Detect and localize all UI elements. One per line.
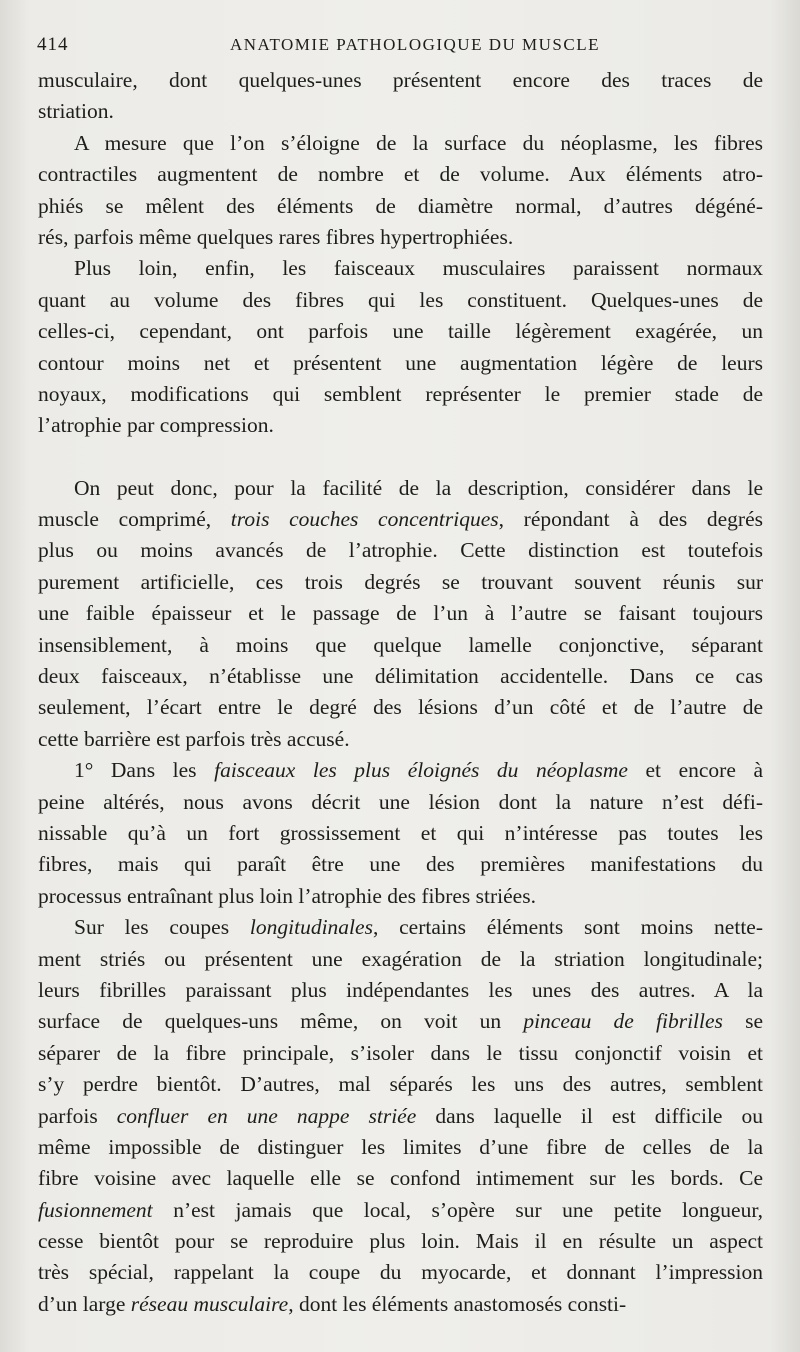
text-line (38, 65, 763, 96)
text-line (38, 253, 763, 284)
italic-phrase: réseau musculaire (130, 1291, 289, 1316)
text-line (38, 285, 763, 316)
text-line (38, 661, 763, 692)
text-line (38, 1132, 763, 1163)
text-run: contractiles augmentent de nombre et de volume. Aux éléments atro- (38, 162, 763, 187)
paragraph (38, 912, 763, 1320)
paragraph (38, 128, 763, 254)
text-run: rés, parfois même quelques rares fibres hypertrophiées. (38, 224, 514, 249)
text-run: leurs fibrilles paraissant plus indépendantes les unes des autres. A la (38, 977, 763, 1002)
text-run: , répondant à des degrés (498, 507, 763, 532)
text-run: s’y perdre bientôt. D’autres, mal séparés les uns des autres, semblent (38, 1072, 763, 1097)
text-line (38, 1195, 763, 1226)
italic-phrase: pinceau de fibrilles (523, 1009, 723, 1034)
text-run: d’un large (38, 1291, 131, 1316)
text-run: quant au volume des fibres qui les constituent. Quelques-unes de (38, 287, 763, 312)
text-run: A mesure que l’on s’éloigne de la surface du néoplasme, les fibres (74, 130, 763, 155)
text-run: fibres, mais qui paraît être une des premières manifestations du (38, 852, 763, 877)
paragraph (38, 755, 763, 912)
text-line (38, 881, 763, 912)
text-run: , certains éléments sont moins nette- (372, 915, 763, 940)
text-line (38, 504, 763, 535)
text-line (38, 1289, 763, 1320)
text-run: ment striés ou présentent une exagération de la striation longitudinale; (38, 946, 763, 971)
text-line (38, 1163, 763, 1194)
text-run: cesse bientôt pour se reproduire plus loin. Mais il en résulte un aspect (38, 1229, 763, 1254)
text-run: cette barrière est parfois très accusé. (38, 726, 350, 751)
text-run: purement artificielle, ces trois degrés se trouvant souvent réunis sur (38, 569, 763, 594)
text-run: se (722, 1009, 763, 1034)
text-line (38, 724, 763, 755)
text-run: contour moins net et présentent une augmentation légère de leurs (38, 350, 763, 375)
text-run: seulement, l’écart entre le degré des lésions d’un côté et de l’autre de (38, 695, 763, 720)
text-line (38, 818, 763, 849)
text-line (38, 348, 763, 379)
paragraph (38, 473, 763, 756)
text-line (38, 473, 763, 504)
text-run: Plus loin, enfin, les faisceaux musculaires paraissent normaux (74, 256, 763, 281)
paragraph-gap (38, 442, 763, 473)
text-line (38, 191, 763, 222)
page-number: 414 (37, 34, 69, 55)
text-run: et encore à (627, 758, 763, 783)
italic-phrase: fusionnement (38, 1197, 153, 1222)
paragraph (38, 253, 763, 441)
text-run: insensiblement, à moins que quelque lamelle conjonctive, séparant (38, 632, 763, 657)
text-line (38, 630, 763, 661)
text-run: 1° Dans les (74, 758, 215, 783)
text-run: parfois (38, 1103, 117, 1128)
text-run: phiés se mêlent des éléments de diamètre normal, d’autres dégéné- (38, 193, 763, 218)
text-run: Sur les coupes (74, 915, 250, 940)
text-line (38, 1038, 763, 1069)
text-line (38, 1006, 763, 1037)
text-run: nissable qu’à un fort grossissement et qui n’intéresse pas toutes les (38, 820, 763, 845)
text-line (38, 849, 763, 880)
text-run: striation. (38, 99, 114, 124)
text-run: surface de quelques-uns même, on voit un (38, 1009, 524, 1034)
text-line (38, 567, 763, 598)
text-run: fibre voisine avec laquelle elle se confond intimement sur les bords. Ce (38, 1166, 763, 1191)
text-line (38, 159, 763, 190)
paragraph (38, 65, 763, 128)
italic-phrase: faisceaux les plus éloignés du néoplasme (214, 758, 628, 783)
text-run: dans laquelle il est difficile ou (416, 1103, 763, 1128)
text-run: processus entraînant plus loin l’atrophie des fibres striées. (38, 883, 536, 908)
text-line (38, 1257, 763, 1288)
text-line (38, 535, 763, 566)
text-line (38, 692, 763, 723)
text-line (38, 787, 763, 818)
text-run: plus ou moins avancés de l’atrophie. Cette distinction est toutefois (38, 538, 763, 563)
text-run: celles-ci, cependant, ont parfois une taille légèrement exagérée, un (38, 319, 763, 344)
text-line (38, 316, 763, 347)
running-head: ANATOMIE PATHOLOGIQUE DU MUSCLE (230, 35, 600, 54)
text-line (38, 944, 763, 975)
italic-phrase: trois couches concentriques (230, 507, 499, 532)
text-run: , dont les éléments anastomosés consti- (288, 1291, 627, 1316)
text-run: même impossible de distinguer les limites d’une fibre de celles de la (38, 1134, 763, 1159)
text-line (38, 222, 763, 253)
text-run: musculaire, dont quelques-unes présentent encore des traces de (38, 68, 763, 92)
body-text (38, 65, 763, 1320)
text-line (38, 128, 763, 159)
text-run: l’atrophie par compression. (38, 413, 274, 438)
text-line (38, 1226, 763, 1257)
text-line (38, 1069, 763, 1100)
italic-phrase: confluer en une nappe striée (116, 1103, 417, 1128)
text-run: une faible épaisseur et le passage de l’un à l’autre se faisant toujours (38, 601, 763, 626)
text-line (38, 598, 763, 629)
text-run: muscle comprimé, (38, 507, 231, 532)
italic-phrase: longitudinales (249, 915, 373, 940)
text-run: peine altérés, nous avons décrit une lésion dont la nature n’est défi- (38, 789, 763, 814)
text-line (38, 912, 763, 943)
text-line (38, 755, 763, 786)
page-header (37, 30, 762, 60)
text-line (38, 975, 763, 1006)
text-line (38, 1101, 763, 1132)
text-run: On peut donc, pour la facilité de la description, considérer dans le (74, 475, 763, 500)
text-line (38, 379, 763, 410)
text-run: deux faisceaux, n’établisse une délimitation accidentelle. Dans ce cas (38, 664, 763, 689)
text-run: très spécial, rappelant la coupe du myocarde, et donnant l’impression (38, 1260, 763, 1285)
text-line (38, 96, 763, 127)
text-run: séparer de la fibre principale, s’isoler dans le tissu conjonctif voisin et (38, 1040, 763, 1065)
text-run: noyaux, modifications qui semblent représenter le premier stade de (38, 381, 763, 406)
text-run: n’est jamais que local, s’opère sur une petite longueur, (152, 1197, 763, 1222)
text-line (38, 410, 763, 441)
